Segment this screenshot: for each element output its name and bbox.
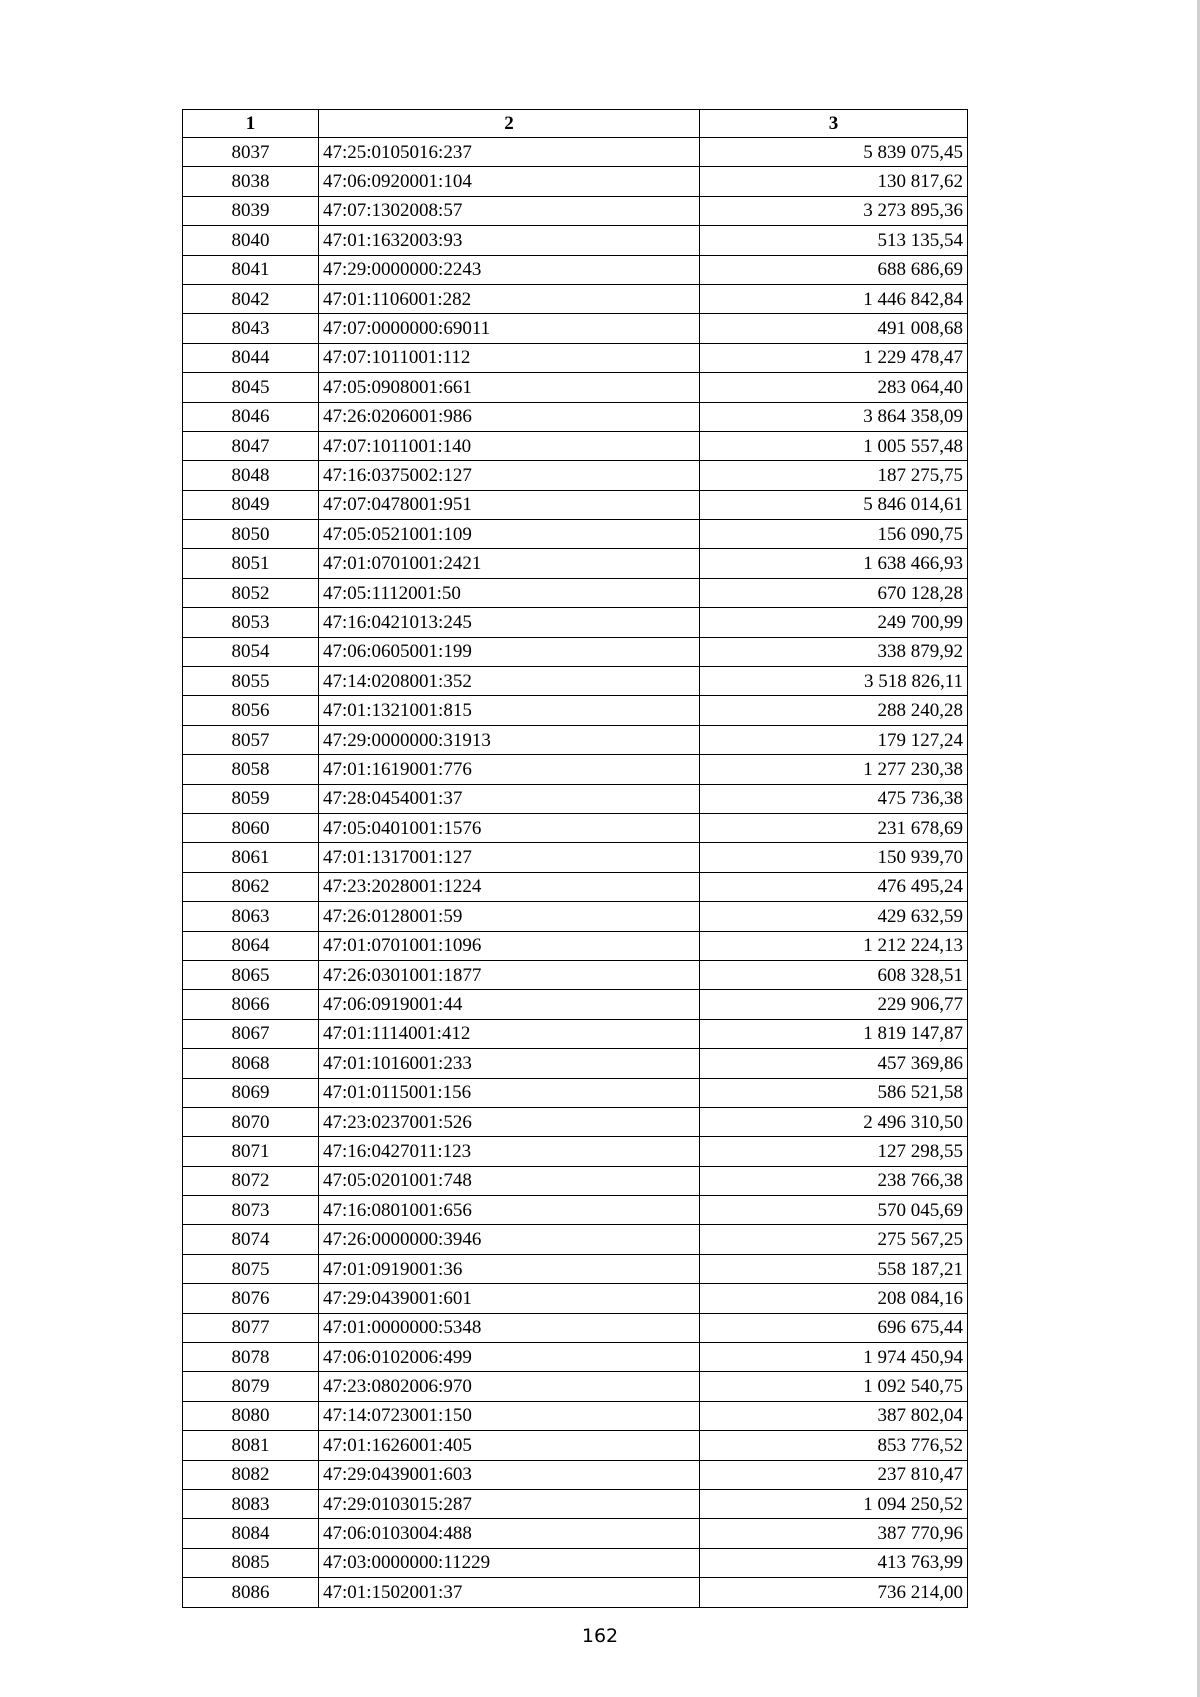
value-cell: 429 632,59 [700, 902, 968, 931]
table-row [183, 1284, 968, 1313]
value-cell: 238 766,38 [700, 1166, 968, 1195]
row-number-cell: 8084 [183, 1519, 319, 1548]
row-number-cell: 8040 [183, 226, 319, 255]
value-cell: 1 974 450,94 [700, 1343, 968, 1372]
value-cell: 387 770,96 [700, 1519, 968, 1548]
table-row [183, 578, 968, 607]
cadastral-number-cell: 47:01:1317001:127 [319, 843, 700, 872]
table-row [183, 1431, 968, 1460]
table-row [183, 1019, 968, 1048]
value-cell: 3 518 826,11 [700, 667, 968, 696]
cadastral-number-cell: 47:05:0521001:109 [319, 520, 700, 549]
row-number-cell: 8068 [183, 1049, 319, 1078]
value-cell: 475 736,38 [700, 784, 968, 813]
table-row [183, 872, 968, 901]
value-cell: 688 686,69 [700, 255, 968, 284]
row-number-cell: 8063 [183, 902, 319, 931]
cadastral-number-cell: 47:01:1114001:412 [319, 1019, 700, 1048]
cadastral-number-cell: 47:05:0201001:748 [319, 1166, 700, 1195]
value-cell: 1 005 557,48 [700, 431, 968, 460]
value-cell: 1 212 224,13 [700, 931, 968, 960]
value-cell: 586 521,58 [700, 1078, 968, 1107]
row-number-cell: 8085 [183, 1548, 319, 1577]
table-row [183, 990, 968, 1019]
table-row [183, 490, 968, 519]
table-row [183, 373, 968, 402]
value-cell: 2 496 310,50 [700, 1107, 968, 1136]
table-row [183, 1078, 968, 1107]
row-number-cell: 8086 [183, 1578, 319, 1607]
row-number-cell: 8043 [183, 314, 319, 343]
value-cell: 1 094 250,52 [700, 1489, 968, 1518]
cadastral-number-cell: 47:01:0701001:1096 [319, 931, 700, 960]
value-cell: 1 819 147,87 [700, 1019, 968, 1048]
table-row [183, 1372, 968, 1401]
cadastral-number-cell: 47:06:0103004:488 [319, 1519, 700, 1548]
cadastral-number-cell: 47:01:0115001:156 [319, 1078, 700, 1107]
table-row [183, 1519, 968, 1548]
cadastral-number-cell: 47:01:1632003:93 [319, 226, 700, 255]
row-number-cell: 8070 [183, 1107, 319, 1136]
table-row [183, 314, 968, 343]
table-row [183, 196, 968, 225]
cadastral-number-cell: 47:01:1321001:815 [319, 696, 700, 725]
row-number-cell: 8078 [183, 1343, 319, 1372]
table-row [183, 960, 968, 989]
cadastral-number-cell: 47:29:0000000:2243 [319, 255, 700, 284]
row-number-cell: 8044 [183, 343, 319, 372]
value-cell: 387 802,04 [700, 1401, 968, 1430]
cadastral-number-cell: 47:16:0427011:123 [319, 1137, 700, 1166]
row-number-cell: 8080 [183, 1401, 319, 1430]
table-row [183, 1548, 968, 1577]
value-cell: 558 187,21 [700, 1254, 968, 1283]
value-cell: 491 008,68 [700, 314, 968, 343]
value-cell: 413 763,99 [700, 1548, 968, 1577]
row-number-cell: 8042 [183, 284, 319, 313]
cadastral-number-cell: 47:29:0103015:287 [319, 1489, 700, 1518]
row-number-cell: 8060 [183, 813, 319, 842]
page-number: 162 [581, 1625, 619, 1647]
row-number-cell: 8050 [183, 520, 319, 549]
row-number-cell: 8061 [183, 843, 319, 872]
cadastral-number-cell: 47:29:0000000:31913 [319, 725, 700, 754]
table-row [183, 608, 968, 637]
table-row [183, 1489, 968, 1518]
column-header-3: 3 [700, 110, 968, 138]
table-row [183, 931, 968, 960]
cadastral-number-cell: 47:29:0439001:601 [319, 1284, 700, 1313]
cadastral-number-cell: 47:28:0454001:37 [319, 784, 700, 813]
header-row [183, 110, 968, 138]
table-row [183, 461, 968, 490]
value-cell: 1 638 466,93 [700, 549, 968, 578]
cadastral-number-cell: 47:23:2028001:1224 [319, 872, 700, 901]
table-row [183, 167, 968, 196]
cadastral-number-cell: 47:26:0301001:1877 [319, 960, 700, 989]
value-cell: 288 240,28 [700, 696, 968, 725]
cadastral-number-cell: 47:07:1011001:140 [319, 431, 700, 460]
value-cell: 338 879,92 [700, 637, 968, 666]
row-number-cell: 8079 [183, 1372, 319, 1401]
row-number-cell: 8083 [183, 1489, 319, 1518]
row-number-cell: 8038 [183, 167, 319, 196]
row-number-cell: 8075 [183, 1254, 319, 1283]
row-number-cell: 8072 [183, 1166, 319, 1195]
value-cell: 696 675,44 [700, 1313, 968, 1342]
cadastral-number-cell: 47:29:0439001:603 [319, 1460, 700, 1489]
table-row [183, 637, 968, 666]
row-number-cell: 8053 [183, 608, 319, 637]
value-cell: 5 846 014,61 [700, 490, 968, 519]
row-number-cell: 8071 [183, 1137, 319, 1166]
row-number-cell: 8076 [183, 1284, 319, 1313]
row-number-cell: 8055 [183, 667, 319, 696]
cadastral-number-cell: 47:07:0000000:69011 [319, 314, 700, 343]
data-table [182, 109, 968, 1608]
row-number-cell: 8048 [183, 461, 319, 490]
cadastral-number-cell: 47:05:0908001:661 [319, 373, 700, 402]
cadastral-number-cell: 47:05:1112001:50 [319, 578, 700, 607]
cadastral-number-cell: 47:01:1626001:405 [319, 1431, 700, 1460]
table-row [183, 1107, 968, 1136]
value-cell: 670 128,28 [700, 578, 968, 607]
row-number-cell: 8041 [183, 255, 319, 284]
value-cell: 229 906,77 [700, 990, 968, 1019]
row-number-cell: 8069 [183, 1078, 319, 1107]
cadastral-number-cell: 47:01:1502001:37 [319, 1578, 700, 1607]
table-row [183, 1166, 968, 1195]
cadastral-number-cell: 47:16:0375002:127 [319, 461, 700, 490]
table-row [183, 1225, 968, 1254]
table-row [183, 402, 968, 431]
value-cell: 1 092 540,75 [700, 1372, 968, 1401]
row-number-cell: 8056 [183, 696, 319, 725]
cadastral-number-cell: 47:01:1106001:282 [319, 284, 700, 313]
cadastral-number-cell: 47:14:0723001:150 [319, 1401, 700, 1430]
cadastral-number-cell: 47:07:1302008:57 [319, 196, 700, 225]
table-row [183, 1254, 968, 1283]
row-number-cell: 8052 [183, 578, 319, 607]
value-cell: 283 064,40 [700, 373, 968, 402]
value-cell: 127 298,55 [700, 1137, 968, 1166]
cadastral-number-cell: 47:06:0919001:44 [319, 990, 700, 1019]
value-cell: 1 277 230,38 [700, 755, 968, 784]
row-number-cell: 8047 [183, 431, 319, 460]
table-row [183, 902, 968, 931]
value-cell: 3 273 895,36 [700, 196, 968, 225]
value-cell: 513 135,54 [700, 226, 968, 255]
cadastral-number-cell: 47:05:0401001:1576 [319, 813, 700, 842]
cadastral-number-cell: 47:07:1011001:112 [319, 343, 700, 372]
column-header-2: 2 [319, 110, 700, 138]
row-number-cell: 8059 [183, 784, 319, 813]
row-number-cell: 8082 [183, 1460, 319, 1489]
row-number-cell: 8073 [183, 1196, 319, 1225]
cadastral-number-cell: 47:25:0105016:237 [319, 138, 700, 167]
row-number-cell: 8057 [183, 725, 319, 754]
table-row [183, 226, 968, 255]
cadastral-number-cell: 47:06:0920001:104 [319, 167, 700, 196]
table-row [183, 284, 968, 313]
cadastral-number-cell: 47:03:0000000:11229 [319, 1548, 700, 1577]
value-cell: 208 084,16 [700, 1284, 968, 1313]
value-cell: 476 495,24 [700, 872, 968, 901]
table-row [183, 843, 968, 872]
value-cell: 3 864 358,09 [700, 402, 968, 431]
row-number-cell: 8046 [183, 402, 319, 431]
cadastral-number-cell: 47:01:0919001:36 [319, 1254, 700, 1283]
table-row [183, 1460, 968, 1489]
value-cell: 570 045,69 [700, 1196, 968, 1225]
table-row [183, 520, 968, 549]
cadastral-number-cell: 47:26:0000000:3946 [319, 1225, 700, 1254]
row-number-cell: 8045 [183, 373, 319, 402]
cadastral-number-cell: 47:26:0128001:59 [319, 902, 700, 931]
table-row [183, 667, 968, 696]
value-cell: 1 229 478,47 [700, 343, 968, 372]
table-header [183, 110, 968, 138]
value-cell: 231 678,69 [700, 813, 968, 842]
value-cell: 187 275,75 [700, 461, 968, 490]
value-cell: 179 127,24 [700, 725, 968, 754]
row-number-cell: 8062 [183, 872, 319, 901]
row-number-cell: 8049 [183, 490, 319, 519]
cadastral-number-cell: 47:06:0605001:199 [319, 637, 700, 666]
table-row [183, 784, 968, 813]
row-number-cell: 8066 [183, 990, 319, 1019]
table-row [183, 1196, 968, 1225]
row-number-cell: 8054 [183, 637, 319, 666]
table-row [183, 1401, 968, 1430]
table-body [183, 138, 968, 1608]
table-row [183, 431, 968, 460]
table-row [183, 813, 968, 842]
cadastral-number-cell: 47:01:1016001:233 [319, 1049, 700, 1078]
row-number-cell: 8058 [183, 755, 319, 784]
table-row [183, 343, 968, 372]
row-number-cell: 8064 [183, 931, 319, 960]
table-row [183, 1313, 968, 1342]
cadastral-number-cell: 47:23:0802006:970 [319, 1372, 700, 1401]
value-cell: 130 817,62 [700, 167, 968, 196]
table-row [183, 1578, 968, 1607]
row-number-cell: 8051 [183, 549, 319, 578]
value-cell: 249 700,99 [700, 608, 968, 637]
table-row [183, 1343, 968, 1372]
value-cell: 150 939,70 [700, 843, 968, 872]
cadastral-number-cell: 47:16:0421013:245 [319, 608, 700, 637]
table-row [183, 255, 968, 284]
row-number-cell: 8037 [183, 138, 319, 167]
row-number-cell: 8074 [183, 1225, 319, 1254]
table-row [183, 696, 968, 725]
value-cell: 237 810,47 [700, 1460, 968, 1489]
row-number-cell: 8081 [183, 1431, 319, 1460]
cadastral-number-cell: 47:14:0208001:352 [319, 667, 700, 696]
table-row [183, 725, 968, 754]
cadastral-number-cell: 47:07:0478001:951 [319, 490, 700, 519]
row-number-cell: 8065 [183, 960, 319, 989]
cadastral-number-cell: 47:01:0701001:2421 [319, 549, 700, 578]
table-row [183, 138, 968, 167]
value-cell: 5 839 075,45 [700, 138, 968, 167]
value-cell: 156 090,75 [700, 520, 968, 549]
cadastral-number-cell: 47:01:0000000:5348 [319, 1313, 700, 1342]
row-number-cell: 8067 [183, 1019, 319, 1048]
table-row [183, 549, 968, 578]
cadastral-number-cell: 47:23:0237001:526 [319, 1107, 700, 1136]
table-row [183, 755, 968, 784]
value-cell: 853 776,52 [700, 1431, 968, 1460]
row-number-cell: 8039 [183, 196, 319, 225]
cadastral-number-cell: 47:26:0206001:986 [319, 402, 700, 431]
value-cell: 608 328,51 [700, 960, 968, 989]
column-header-1: 1 [183, 110, 319, 138]
value-cell: 1 446 842,84 [700, 284, 968, 313]
cadastral-number-cell: 47:06:0102006:499 [319, 1343, 700, 1372]
table-row [183, 1049, 968, 1078]
cadastral-number-cell: 47:01:1619001:776 [319, 755, 700, 784]
cadastral-number-cell: 47:16:0801001:656 [319, 1196, 700, 1225]
row-number-cell: 8077 [183, 1313, 319, 1342]
value-cell: 275 567,25 [700, 1225, 968, 1254]
value-cell: 736 214,00 [700, 1578, 968, 1607]
table-row [183, 1137, 968, 1166]
value-cell: 457 369,86 [700, 1049, 968, 1078]
